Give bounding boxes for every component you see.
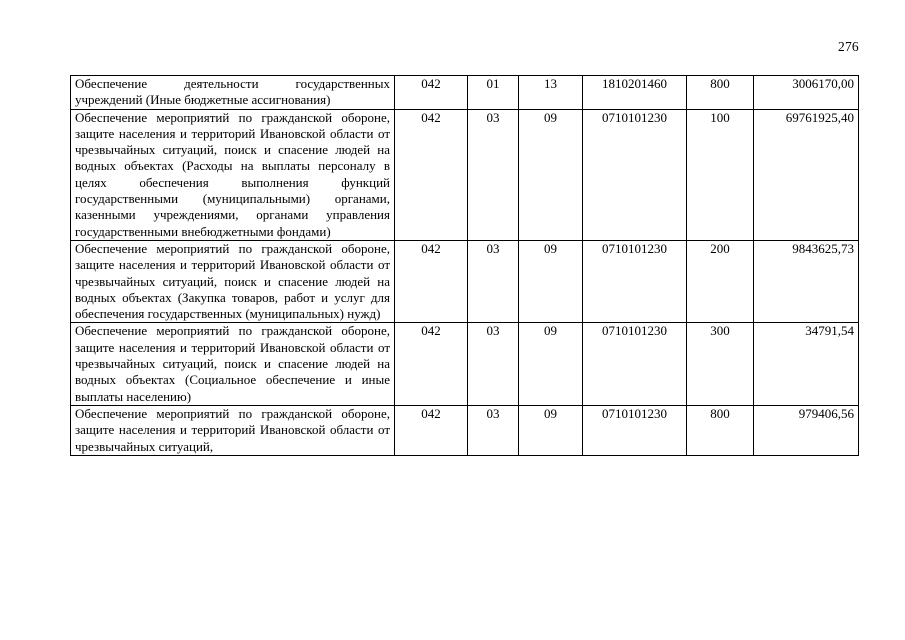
subsection-code: 09: [519, 405, 583, 455]
row-description: Обеспечение мероприятий по гражданской обороне, защите населения и территорий Ивановской области от чрезвычайных ситуаций, поиск и спасение людей на водных объектах (Расходы на выплаты персоналу в целях обеспечения выполнения функций государственными (муниципальными) органами, казенными учреждениями, органами управления государственными внебюджетными фондами): [71, 109, 395, 240]
row-description: Обеспечение мероприятий по гражданской обороне, защите населения и территорий Ивановской области от чрезвычайных ситуаций,: [71, 405, 395, 455]
row-description: Обеспечение мероприятий по гражданской обороне, защите населения и территорий Ивановской области от чрезвычайных ситуаций, поиск и спасение людей на водных объектах (Социальное обеспечение и иные выплаты населению): [71, 323, 395, 405]
expense-type-code: 200: [687, 240, 754, 322]
subsection-code: 09: [519, 323, 583, 405]
ministry-code: 042: [395, 405, 468, 455]
ministry-code: 042: [395, 240, 468, 322]
target-article-code: 1810201460: [583, 76, 687, 110]
subsection-code: 09: [519, 109, 583, 240]
subsection-code: 09: [519, 240, 583, 322]
page-number: 276: [838, 39, 859, 54]
section-code: 03: [468, 405, 519, 455]
amount: 3006170,00: [754, 76, 859, 110]
section-code: 01: [468, 76, 519, 110]
table-row: [71, 323, 859, 405]
row-description: Обеспечение мероприятий по гражданской обороне, защите населения и территорий Ивановской области от чрезвычайных ситуаций, поиск и спасение людей на водных объектах (Закупка товаров, работ и услуг для обеспечения государственных (муниципальных) нужд): [71, 240, 395, 322]
section-code: 03: [468, 240, 519, 322]
target-article-code: 0710101230: [583, 405, 687, 455]
section-code: 03: [468, 109, 519, 240]
amount: 34791,54: [754, 323, 859, 405]
target-article-code: 0710101230: [583, 323, 687, 405]
row-description: Обеспечение деятельности государственных учреждений (Иные бюджетные ассигнования): [71, 76, 395, 110]
table-row: [71, 405, 859, 455]
amount: 979406,56: [754, 405, 859, 455]
amount: 9843625,73: [754, 240, 859, 322]
amount: 69761925,40: [754, 109, 859, 240]
table-row: [71, 76, 859, 110]
table-row: [71, 240, 859, 322]
expense-type-code: 800: [687, 405, 754, 455]
expense-type-code: 800: [687, 76, 754, 110]
subsection-code: 13: [519, 76, 583, 110]
target-article-code: 0710101230: [583, 109, 687, 240]
budget-table: [70, 75, 859, 456]
ministry-code: 042: [395, 76, 468, 110]
target-article-code: 0710101230: [583, 240, 687, 322]
expense-type-code: 100: [687, 109, 754, 240]
table-row: [71, 109, 859, 240]
section-code: 03: [468, 323, 519, 405]
ministry-code: 042: [395, 109, 468, 240]
expense-type-code: 300: [687, 323, 754, 405]
ministry-code: 042: [395, 323, 468, 405]
